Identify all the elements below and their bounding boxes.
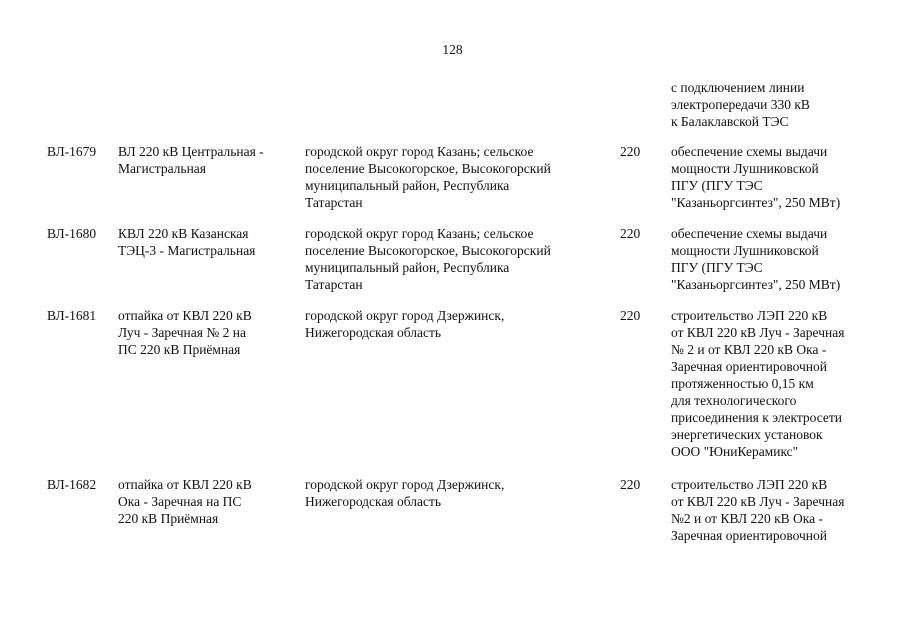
text-line: обеспечение схемы выдачи <box>671 226 828 241</box>
text-line: мощности Лушниковской <box>671 161 819 176</box>
text-line: присоединения к электросети <box>671 410 843 425</box>
line-voltage: 220 <box>620 226 641 241</box>
text-line: №2 и от КВЛ 220 кВ Ока - <box>671 511 824 526</box>
text-line: строительство ЛЭП 220 кВ <box>671 477 828 492</box>
text-line: Заречная ориентировочной <box>671 528 827 543</box>
line-code: ВЛ-1681 <box>47 308 97 323</box>
text-line: Нижегородская область <box>305 325 442 340</box>
text-line: Луч - Заречная № 2 на <box>118 325 246 340</box>
line-name <box>118 225 298 259</box>
text-line: от КВЛ 220 кВ Луч - Заречная <box>671 325 845 340</box>
text-line: мощности Лушниковской <box>671 243 819 258</box>
text-line: Нижегородская область <box>305 494 442 509</box>
line-purpose <box>671 225 901 293</box>
continued-purpose-text <box>671 79 901 130</box>
text-line: от КВЛ 220 кВ Луч - Заречная <box>671 494 845 509</box>
text-line: Магистральная <box>118 161 206 176</box>
text-line: к Балаклавской ТЭС <box>671 114 789 129</box>
text-line: Татарстан <box>305 277 363 292</box>
text-line: Татарстан <box>305 195 363 210</box>
text-line: отпайка от КВЛ 220 кВ <box>118 477 252 492</box>
text-line: № 2 и от КВЛ 220 кВ Ока - <box>671 342 827 357</box>
text-line: 220 кВ Приёмная <box>118 511 219 526</box>
line-location <box>305 307 605 341</box>
text-line: "Казаньоргсинтез", 250 МВт) <box>671 195 841 210</box>
line-location <box>305 225 605 293</box>
text-line: городской округ город Дзержинск, <box>305 308 505 323</box>
line-name <box>118 476 298 527</box>
line-location <box>305 476 605 510</box>
text-line: ТЭЦ-3 - Магистральная <box>118 243 256 258</box>
line-code: ВЛ-1680 <box>47 226 97 241</box>
line-name <box>118 143 298 177</box>
text-line: Ока - Заречная на ПС <box>118 494 242 509</box>
text-line: городской округ город Дзержинск, <box>305 477 505 492</box>
text-line: городской округ город Казань; сельское <box>305 144 534 159</box>
text-line: электропередачи 330 кВ <box>671 97 810 112</box>
text-line: ООО "ЮниКерамикс" <box>671 444 799 459</box>
line-voltage: 220 <box>620 144 641 159</box>
text-line: поселение Высокогорское, Высокогорский <box>305 243 551 258</box>
text-line: Заречная ориентировочной <box>671 359 827 374</box>
text-line: протяженностью 0,15 км <box>671 376 814 391</box>
text-line: строительство ЛЭП 220 кВ <box>671 308 828 323</box>
line-purpose <box>671 476 901 544</box>
text-line: ПГУ (ПГУ ТЭС <box>671 178 763 193</box>
line-code: ВЛ-1679 <box>47 144 97 159</box>
text-line: энергетических установок <box>671 427 823 442</box>
text-line: городской округ город Казань; сельское <box>305 226 534 241</box>
line-name <box>118 307 298 358</box>
line-location <box>305 143 605 211</box>
text-line: муниципальный район, Республика <box>305 178 510 193</box>
line-purpose <box>671 143 901 211</box>
line-code: ВЛ-1682 <box>47 477 97 492</box>
text-line: ВЛ 220 кВ Центральная - <box>118 144 264 159</box>
line-voltage: 220 <box>620 308 641 323</box>
text-line: обеспечение схемы выдачи <box>671 144 828 159</box>
line-purpose <box>671 307 901 460</box>
text-line: КВЛ 220 кВ Казанская <box>118 226 249 241</box>
page-number: 128 <box>442 42 463 57</box>
text-line: ПГУ (ПГУ ТЭС <box>671 260 763 275</box>
text-line: для технологического <box>671 393 797 408</box>
text-line: поселение Высокогорское, Высокогорский <box>305 161 551 176</box>
text-line: ПС 220 кВ Приёмная <box>118 342 241 357</box>
text-line: "Казаньоргсинтез", 250 МВт) <box>671 277 841 292</box>
text-line: с подключением линии <box>671 80 805 95</box>
text-line: отпайка от КВЛ 220 кВ <box>118 308 252 323</box>
text-line: муниципальный район, Республика <box>305 260 510 275</box>
line-voltage: 220 <box>620 477 641 492</box>
